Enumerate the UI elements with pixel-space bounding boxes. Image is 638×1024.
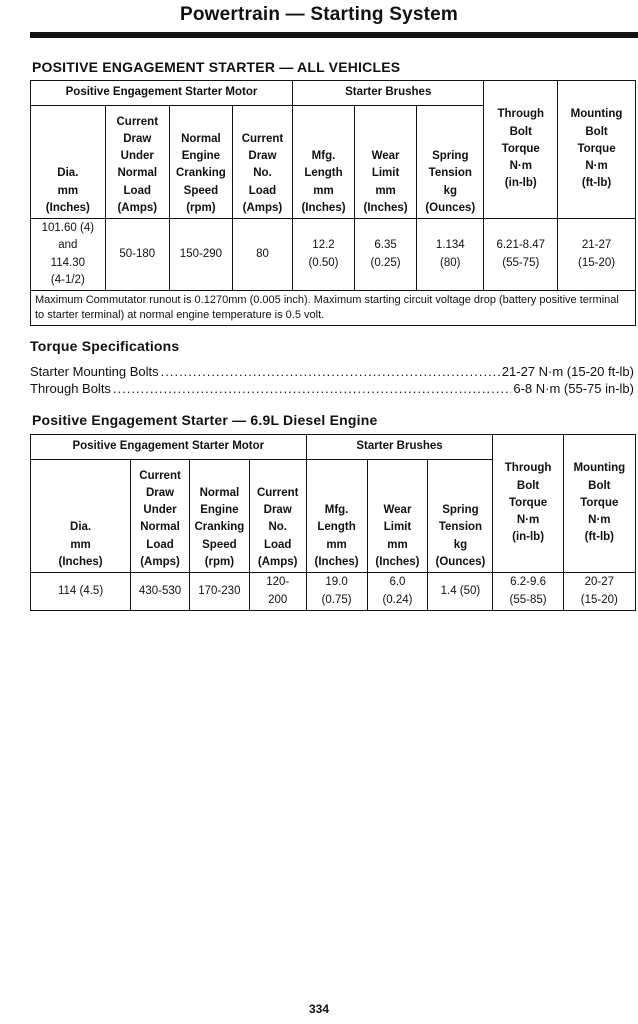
table-cell: 150-290 <box>169 219 232 291</box>
page-title: Powertrain — Starting System <box>179 4 458 25</box>
torque-label: Through Bolts <box>30 381 111 396</box>
table-cell: 1.4 (50) <box>428 573 493 611</box>
table-cell: 19.0 (0.75) <box>306 573 367 611</box>
header-cell: Mounting Bolt Torque N·m (ft-lb) <box>563 435 635 573</box>
torque-heading: Torque Specifications <box>30 338 180 354</box>
table-cell: 21-27 (15-20) <box>558 219 636 291</box>
table-row <box>31 219 636 291</box>
section2-spec-table <box>30 434 636 611</box>
group-header-motor: Positive Engagement Starter Motor <box>31 81 293 106</box>
section1-heading: POSITIVE ENGAGEMENT STARTER — ALL VEHICLES <box>32 59 401 75</box>
header-cell: Through Bolt Torque N·m (in-lb) <box>484 81 558 219</box>
header-cell: Dia. mm (Inches) <box>31 106 106 219</box>
header-cell: Current Draw Under Normal Load (Amps) <box>131 460 190 573</box>
table-cell: 12.2 (0.50) <box>292 219 354 291</box>
header-cell: Current Draw Under Normal Load (Amps) <box>105 106 169 219</box>
table-cell: 50-180 <box>105 219 169 291</box>
table-cell: 1.134 (80) <box>417 219 484 291</box>
group-header-brushes: Starter Brushes <box>292 81 483 106</box>
header-cell: Wear Limit mm (Inches) <box>367 460 428 573</box>
header-cell: Mounting Bolt Torque N·m (ft-lb) <box>558 81 636 219</box>
torque-label: Starter Mounting Bolts <box>30 364 159 379</box>
table-cell: 6.2-9.6 (55-85) <box>493 573 563 611</box>
torque-value: 6-8 N·m (55-75 in-lb) <box>513 381 634 396</box>
table-cell: 6.21-8.47 (55-75) <box>484 219 558 291</box>
torque-list <box>30 364 634 398</box>
torque-value: 21-27 N·m (15-20 ft-lb) <box>501 364 634 379</box>
header-cell: Spring Tension kg (Ounces) <box>417 106 484 219</box>
header-cell: Mfg. Length mm (Inches) <box>306 460 367 573</box>
section2-heading: Positive Engagement Starter — 6.9L Diesel Engine <box>32 412 378 428</box>
table-cell: 20-27 (15-20) <box>563 573 635 611</box>
page-number: 334 <box>308 1002 330 1016</box>
list-item <box>30 364 634 381</box>
section1-spec-table <box>30 80 636 326</box>
table-cell: 430-530 <box>131 573 190 611</box>
group-header-brushes: Starter Brushes <box>306 435 493 460</box>
header-cell: Mfg. Length mm (Inches) <box>292 106 354 219</box>
leader-dots <box>113 381 511 396</box>
leader-dots <box>161 364 500 379</box>
table-cell: 80 <box>232 219 292 291</box>
table-cell: 101.60 (4) and 114.30 (4-1/2) <box>31 219 106 291</box>
title-rule <box>30 32 638 38</box>
table-row <box>31 573 636 611</box>
header-cell: Normal Engine Cranking Speed (rpm) <box>189 460 249 573</box>
table-note: Maximum Commutator runout is 0.1270mm (0.005 inch). Maximum starting circuit voltage drop (battery positive terminal to starter terminal) at normal engine temperature is 0.5 volt. <box>31 291 636 326</box>
list-item <box>30 381 634 398</box>
table-cell: 120- 200 <box>249 573 306 611</box>
group-header-motor: Positive Engagement Starter Motor <box>31 435 307 460</box>
header-cell: Wear Limit mm (Inches) <box>355 106 417 219</box>
header-cell: Dia. mm (Inches) <box>31 460 131 573</box>
table-cell: 6.0 (0.24) <box>367 573 428 611</box>
table-cell: 114 (4.5) <box>31 573 131 611</box>
header-cell: Spring Tension kg (Ounces) <box>428 460 493 573</box>
header-cell: Normal Engine Cranking Speed (rpm) <box>169 106 232 219</box>
header-cell: Current Draw No. Load (Amps) <box>232 106 292 219</box>
table-cell: 6.35 (0.25) <box>355 219 417 291</box>
table-cell: 170-230 <box>189 573 249 611</box>
header-cell: Current Draw No. Load (Amps) <box>249 460 306 573</box>
header-cell: Through Bolt Torque N·m (in-lb) <box>493 435 563 573</box>
